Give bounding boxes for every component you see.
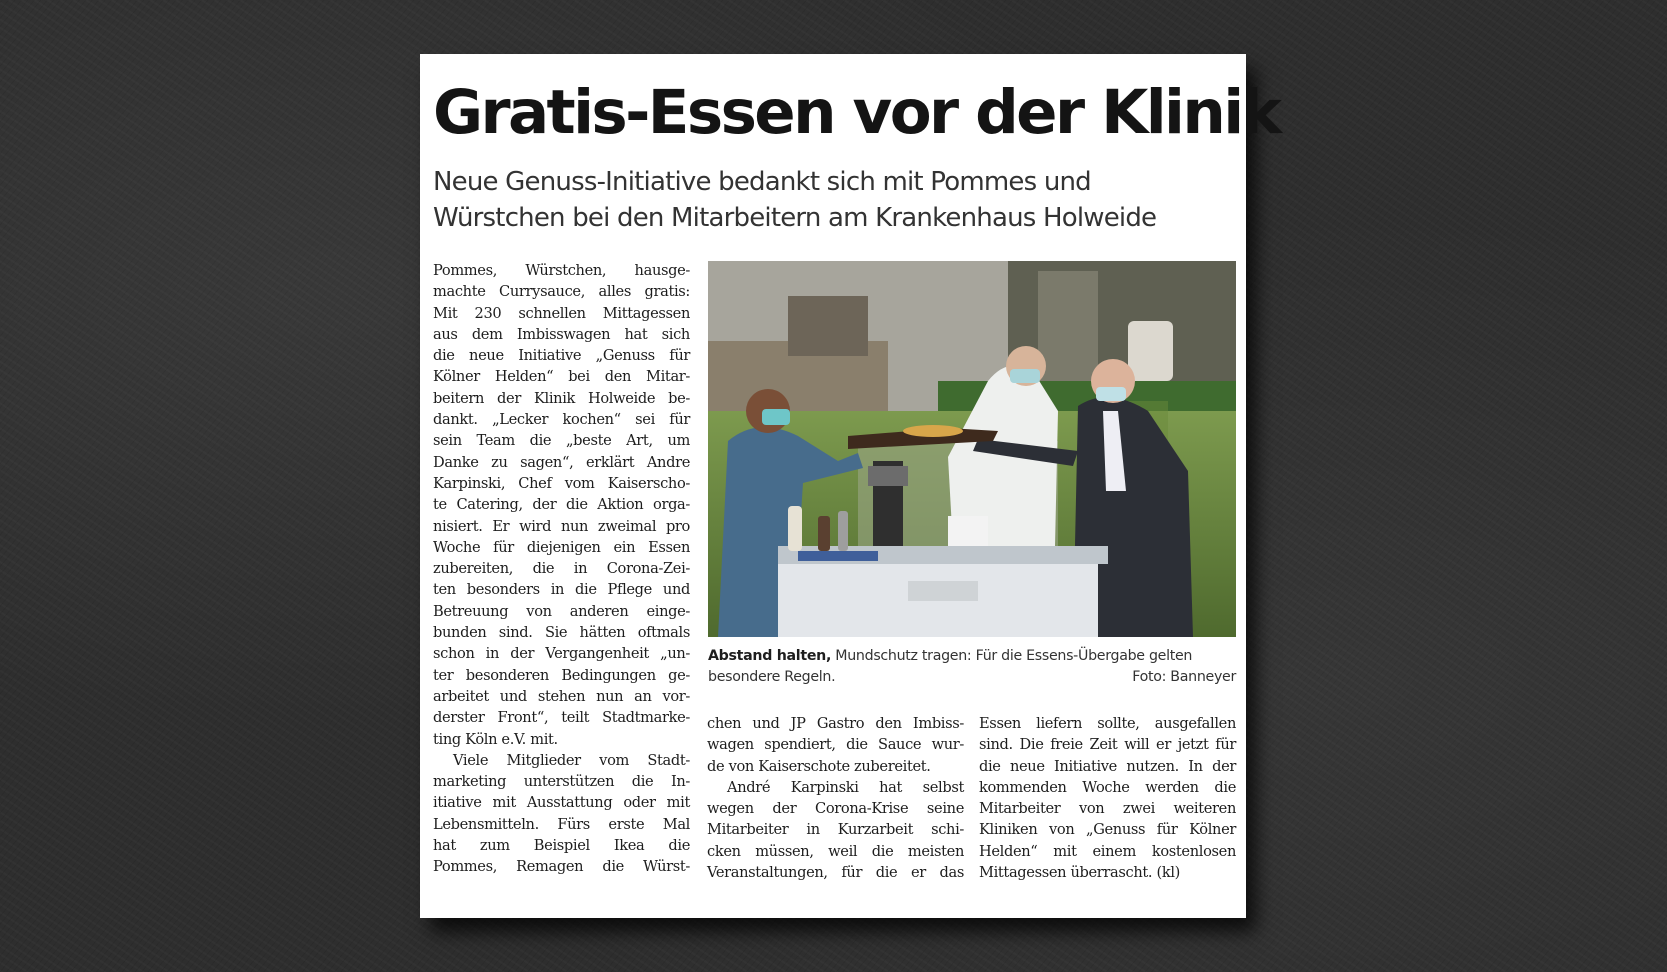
article-column-1 bbox=[433, 260, 690, 878]
body-line: Mittagessen überrascht. (kl) bbox=[979, 864, 1181, 882]
body-line: Pommes, Remagen die Würst- bbox=[433, 858, 690, 876]
newspaper-clipping bbox=[420, 54, 1280, 918]
photo-credit: Foto: Banneyer bbox=[1132, 669, 1236, 685]
caption-text-2: besondere Regeln. bbox=[708, 669, 836, 685]
body-line: die neue Initiative „Genuss für bbox=[433, 347, 690, 365]
subheadline-line: Würstchen bei den Mitarbeitern am Krankenhaus Holweide bbox=[433, 203, 1157, 233]
body-line: machte Currysauce, alles gratis: bbox=[433, 283, 690, 301]
body-line: Essen liefern sollte, ausgefallen bbox=[979, 715, 1236, 732]
body-line: Kölner Helden“ bei den Mitar- bbox=[433, 368, 690, 386]
caption-lead: Abstand halten, bbox=[708, 648, 832, 664]
body-line: ten besonders in die Pflege und bbox=[433, 581, 690, 599]
body-line: wagen spendiert, die Sauce wur- bbox=[707, 736, 964, 754]
body-line: sein Team die „beste Art, um bbox=[433, 432, 690, 450]
body-line: die neue Initiative nutzen. In der bbox=[979, 757, 1236, 775]
body-line: te Catering, der die Aktion orga- bbox=[433, 496, 690, 514]
body-line: de von Kaiserschote zubereitet. bbox=[707, 757, 931, 775]
body-line: wegen der Corona-Krise seine bbox=[707, 800, 964, 818]
body-line: Karpinski, Chef vom Kaiserscho- bbox=[433, 474, 690, 492]
article-column-3 bbox=[979, 713, 1236, 883]
body-line: schon in der Vergangenheit „un- bbox=[433, 645, 690, 663]
subheadline-line: Neue Genuss-Initiative bedankt sich mit Pommes und bbox=[433, 167, 1091, 197]
body-line: Betreuung von anderen einge- bbox=[433, 602, 690, 620]
body-line: ting Köln e.V. mit. bbox=[433, 730, 558, 748]
body-line: Kliniken von „Genuss für Kölner bbox=[979, 821, 1236, 839]
caption-text: Mundschutz tragen: Für die Essens-Übergabe gelten bbox=[831, 648, 1193, 664]
body-line: aus dem Imbisswagen hat sich bbox=[433, 325, 690, 343]
body-line: Viele Mitglieder vom Stadt- bbox=[453, 751, 690, 769]
body-line: zubereiten, die in Corona-Zei- bbox=[433, 560, 690, 578]
headline: Gratis-Essen vor der Klinik bbox=[433, 77, 1280, 148]
body-line: dankt. „Lecker kochen“ sei für bbox=[433, 411, 690, 429]
photo-caption bbox=[708, 646, 1236, 688]
body-line: marketing unterstützen die In- bbox=[433, 773, 690, 791]
body-line: arbeitet und stehen nun an vor- bbox=[433, 687, 690, 705]
body-line: itiative mit Ausstattung oder mit bbox=[433, 794, 690, 812]
body-line: hat zum Beispiel Ikea die bbox=[433, 837, 690, 855]
body-line: Mitarbeiter von zwei weiteren bbox=[979, 800, 1236, 818]
body-line: Danke zu sagen“, erklärt Andre bbox=[433, 453, 690, 471]
body-line: Mitarbeiter in Kurzarbeit schi- bbox=[707, 821, 964, 839]
body-line: Woche für diejenigen ein Essen bbox=[433, 538, 690, 556]
article-column-2 bbox=[707, 713, 964, 883]
subheadline bbox=[433, 164, 1233, 236]
body-line: kommenden Woche werden die bbox=[979, 778, 1236, 796]
body-line: nisiert. Er wird nun zweimal pro bbox=[433, 517, 690, 535]
body-line: sind. Die freie Zeit will er jetzt für bbox=[979, 736, 1236, 754]
body-line: bunden sind. Sie hätten oftmals bbox=[433, 624, 690, 642]
body-line: André Karpinski hat selbst bbox=[727, 778, 964, 796]
body-line: ter besonderen Bedingungen ge- bbox=[433, 666, 690, 684]
body-line: Helden“ mit einem kostenlosen bbox=[979, 842, 1236, 860]
article-photo bbox=[708, 261, 1236, 637]
body-line: cken müssen, weil die meisten bbox=[707, 842, 964, 860]
body-line: beitern der Klinik Holweide be- bbox=[433, 389, 690, 407]
photo-illustration bbox=[708, 261, 1236, 637]
body-line: chen und JP Gastro den Imbiss- bbox=[707, 715, 964, 732]
body-line: Lebensmitteln. Fürs erste Mal bbox=[433, 815, 690, 833]
body-line: Pommes, Würstchen, hausge- bbox=[433, 262, 690, 279]
body-line: Mit 230 schnellen Mittagessen bbox=[433, 304, 690, 322]
body-line: derster Front“, teilt Stadtmarke- bbox=[433, 709, 690, 727]
body-line: Veranstaltungen, für die er das bbox=[707, 864, 964, 882]
